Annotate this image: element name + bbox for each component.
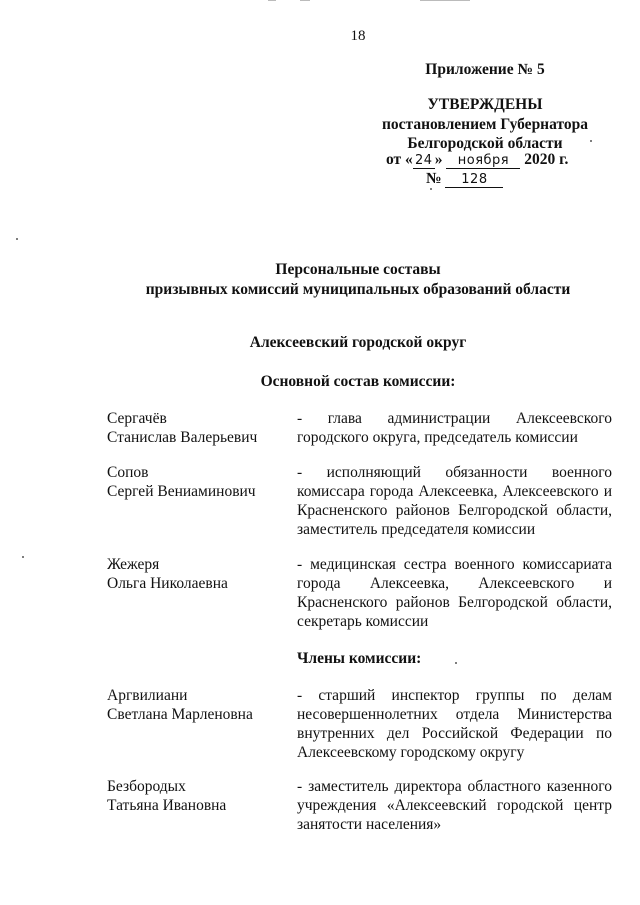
document-subtitle: призывных комиссий муниципальных образований области xyxy=(145,281,571,298)
document-title: Персональные составы xyxy=(275,261,441,278)
date-mid: » xyxy=(434,151,443,168)
member-role: - глава администрации Алексеевского городского округа, председатель комиссии xyxy=(297,410,612,446)
number-value: 128 xyxy=(445,172,503,188)
main-composition-heading: Основной состав комиссии: xyxy=(260,373,456,390)
member-surname: Жежеря xyxy=(107,556,160,573)
member-given-name: Светлана Марленовна xyxy=(107,706,253,723)
region-label: Белгородской области xyxy=(407,135,563,152)
date-year: 2020 г. xyxy=(524,151,569,168)
member-surname: Сопов xyxy=(107,464,149,481)
scan-artifact xyxy=(300,0,310,1)
member-role: - старший инспектор группы по делам несовершеннолетних отдела Министерства внутренних дел Российской Федерации по Алексеевскому городскому округу xyxy=(297,687,612,761)
approval-date xyxy=(386,151,568,169)
date-month: ноября xyxy=(446,153,520,169)
scan-speck xyxy=(590,140,592,142)
member-name xyxy=(107,555,228,593)
member-surname: Сергачёв xyxy=(107,410,167,427)
scan-artifact xyxy=(420,0,470,1)
page-number: 18 xyxy=(350,28,366,44)
date-prefix: от « xyxy=(386,151,413,168)
members-heading: Члены комиссии: xyxy=(297,650,422,667)
member-name xyxy=(107,777,226,815)
member-given-name: Ольга Николаевна xyxy=(107,575,228,592)
scan-speck xyxy=(22,556,24,558)
scan-artifact xyxy=(268,0,276,1)
member-role: - медицинская сестра военного комиссариата города Алексеевка, Алексеевского и Красненского районов Белгородской области, секретарь комиссии xyxy=(297,556,612,630)
member-given-name: Станислав Валерьевич xyxy=(107,429,258,446)
member-role: - исполняющий обязанности военного комиссара города Алексеевка, Алексеевского и Красненского районов Белгородской области, заместитель председателя комиссии xyxy=(297,464,612,538)
scan-speck xyxy=(430,188,432,190)
resolution-label: постановлением Губернатора xyxy=(382,116,588,133)
appendix-label: Приложение № 5 xyxy=(425,61,545,78)
member-name xyxy=(107,409,257,447)
scan-speck xyxy=(455,662,457,664)
approved-label: УТВЕРЖДЕНЫ xyxy=(427,96,543,113)
member-given-name: Сергей Вениаминович xyxy=(107,483,256,500)
member-role: - заместитель директора областного казенного учреждения «Алексеевский городской центр занятости населения» xyxy=(297,778,612,833)
district-heading: Алексеевский городской округ xyxy=(249,334,467,351)
date-day: 24 xyxy=(413,153,435,169)
member-given-name: Татьяна Ивановна xyxy=(107,797,227,814)
number-prefix: № xyxy=(426,170,442,187)
member-name xyxy=(107,686,253,724)
approval-number xyxy=(426,170,503,188)
member-surname: Аргвилиани xyxy=(107,687,188,704)
scan-speck xyxy=(16,238,18,240)
member-name xyxy=(107,463,256,501)
member-surname: Безбородых xyxy=(107,778,186,795)
